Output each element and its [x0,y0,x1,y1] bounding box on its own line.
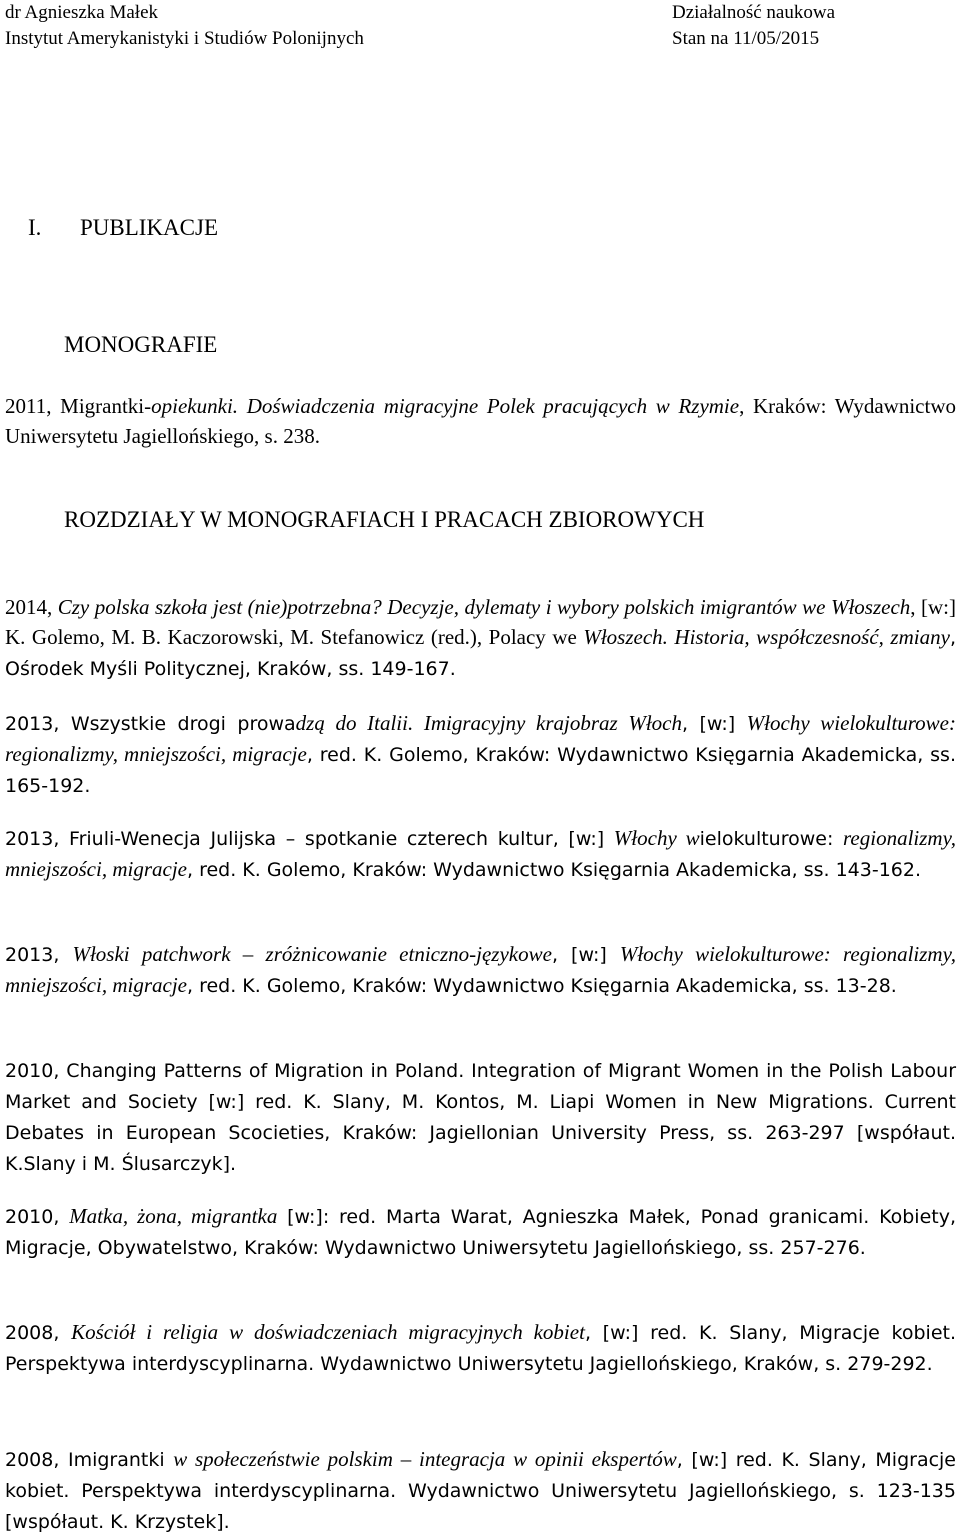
entry-text: , red. K. Golemo, Kraków: Wydawnictwo Księgarnia Akademicka, ss. 143-162. [186,859,922,881]
entry-title: dzą do Italii. Imigracyjny krajobraz Włoch [295,711,682,735]
chapter-entry-2008-a [5,1317,956,1379]
header-left [5,0,364,52]
section-title-text: PUBLIKACJE [80,215,219,240]
entry-text: , Ośrodek Myśli Politycznej, Kraków, ss. 149-167. [5,627,956,680]
entry-text: 2013, [5,944,73,966]
chapter-entry-2013-a [5,708,956,801]
entry-title: Włochy w [613,826,700,850]
entry-title: Włochy wielokulturowe: regionalizmy, mniejszości, migracje [5,711,957,766]
entry-text: 2013, Friuli-Wenecja Julijska – spotkanie czterech kultur, [w:] [5,828,614,850]
entry-text: Polacy we [488,625,584,649]
chapter-entry-2013-b [5,823,956,885]
entry-text: 2013, Wszystkie drogi prowa [5,713,296,735]
header-institute: Instytut Amerykanistyki i Studiów Polonijnych [5,28,364,49]
entry-text: 2010, [5,1206,70,1228]
entry-text: , [w:] [682,713,747,735]
section-number: I. [28,215,42,240]
entry-title: Matka, żona, migrantka [69,1204,278,1228]
entry-text: , [w:] K. Golemo, M. B. Kaczorowski, M. Stefanowicz (red.), [5,595,956,649]
entry-title: opiekunki. Doświadczenia migracyjne Polek pracujących w Rzymie [151,394,740,418]
entry-text: , [w:] red. K. Slany, Migracje kobiet. Perspektywa interdyscyplinarna. Wydawnictwo Uniwersytetu Jagiellońskiego, s. 123-135 [współaut. K. Krzystek]. [5,1449,956,1533]
chapter-entry-2010-b [5,1201,956,1263]
section-title [28,215,218,241]
chapter-entry-2013-c [5,939,956,1001]
entry-title: Włoszech. Historia, współczesność, zmiany [583,625,950,649]
rozdzialy-heading: ROZDZIAŁY W MONOGRAFIACH I PRACACH ZBIOROWYCH [64,507,705,532]
header-author: dr Agnieszka Małek [5,2,159,23]
chapter-entry-2010-a [5,1055,956,1179]
monografie-heading: MONOGRAFIE [64,332,218,357]
entry-text: [w:]: red. Marta Warat, Agnieszka Małek, Ponad granicami. Kobiety, Migracje, Obywatelstwo, Kraków: Wydawnictwo Uniwersytetu Jagiellońskiego, ss. 257-276. [5,1206,956,1259]
entry-title: w społeczeństwie polskim – integracja w opinii ekspertów [173,1447,677,1471]
header-date: Stan na 11/05/2015 [672,28,820,49]
entry-title: Włochy wielokulturowe: regionalizmy, mniejszości, migracje [5,942,956,997]
chapter-entry-2008-b [5,1444,956,1537]
entry-title: regionalizmy, mniejszości, migracje [5,826,956,881]
entry-title: Kościół i religia w doświadczeniach migracyjnych kobiet [71,1320,585,1344]
entry-text: 2008, [5,1322,72,1344]
entry-text: 2010, Changing Patterns of Migration in Poland. Integration of Migrant Women in the Polish Labour Market and Society [w:] red. K. Slany, M. Kontos, M. Liapi Women in New Migrations. Current Debates in European Scocieties, Kraków: Jagiellonian University Press, ss. 263-297 [współaut. K.Slany i M. Ślusarczyk]. [5,1060,956,1175]
entry-title: Czy polska szkoła jest (nie)potrzebna? Decyzje, dylematy i wybory polskich imigrantów we Włoszech [57,595,911,619]
entry-text: 2011, Migrantki- [5,394,152,418]
entry-text: ielokulturowe: [699,828,844,850]
entry-text: , red. K. Golemo, Kraków: Wydawnictwo Księgarnia Akademicka, ss. 13-28. [186,975,897,997]
entry-text: , Kraków: Wydawnictwo Uniwersytetu Jagiellońskiego, s. 238. [5,394,956,448]
chapter-entry-2014 [5,592,956,684]
entry-text: 2008, Imigrantki [5,1449,174,1471]
entry-text: 2014, [5,595,58,619]
entry-text: , red. K. Golemo, Kraków: Wydawnictwo Księgarnia Akademicka, ss. 165-192. [5,744,956,797]
header-right [672,0,835,52]
entry-text: , [w:] [551,944,620,966]
header-activity: Działalność naukowa [672,2,836,23]
entry-text: , [w:] red. K. Slany, Migracje kobiet. Perspektywa interdyscyplinarna. Wydawnictwo Uniwersytetu Jagiellońskiego, Kraków, s. 279-292. [5,1322,957,1375]
monografie-entry [5,391,956,451]
entry-title: Włoski patchwork – zróżnicowanie etniczno-językowe [72,942,552,966]
